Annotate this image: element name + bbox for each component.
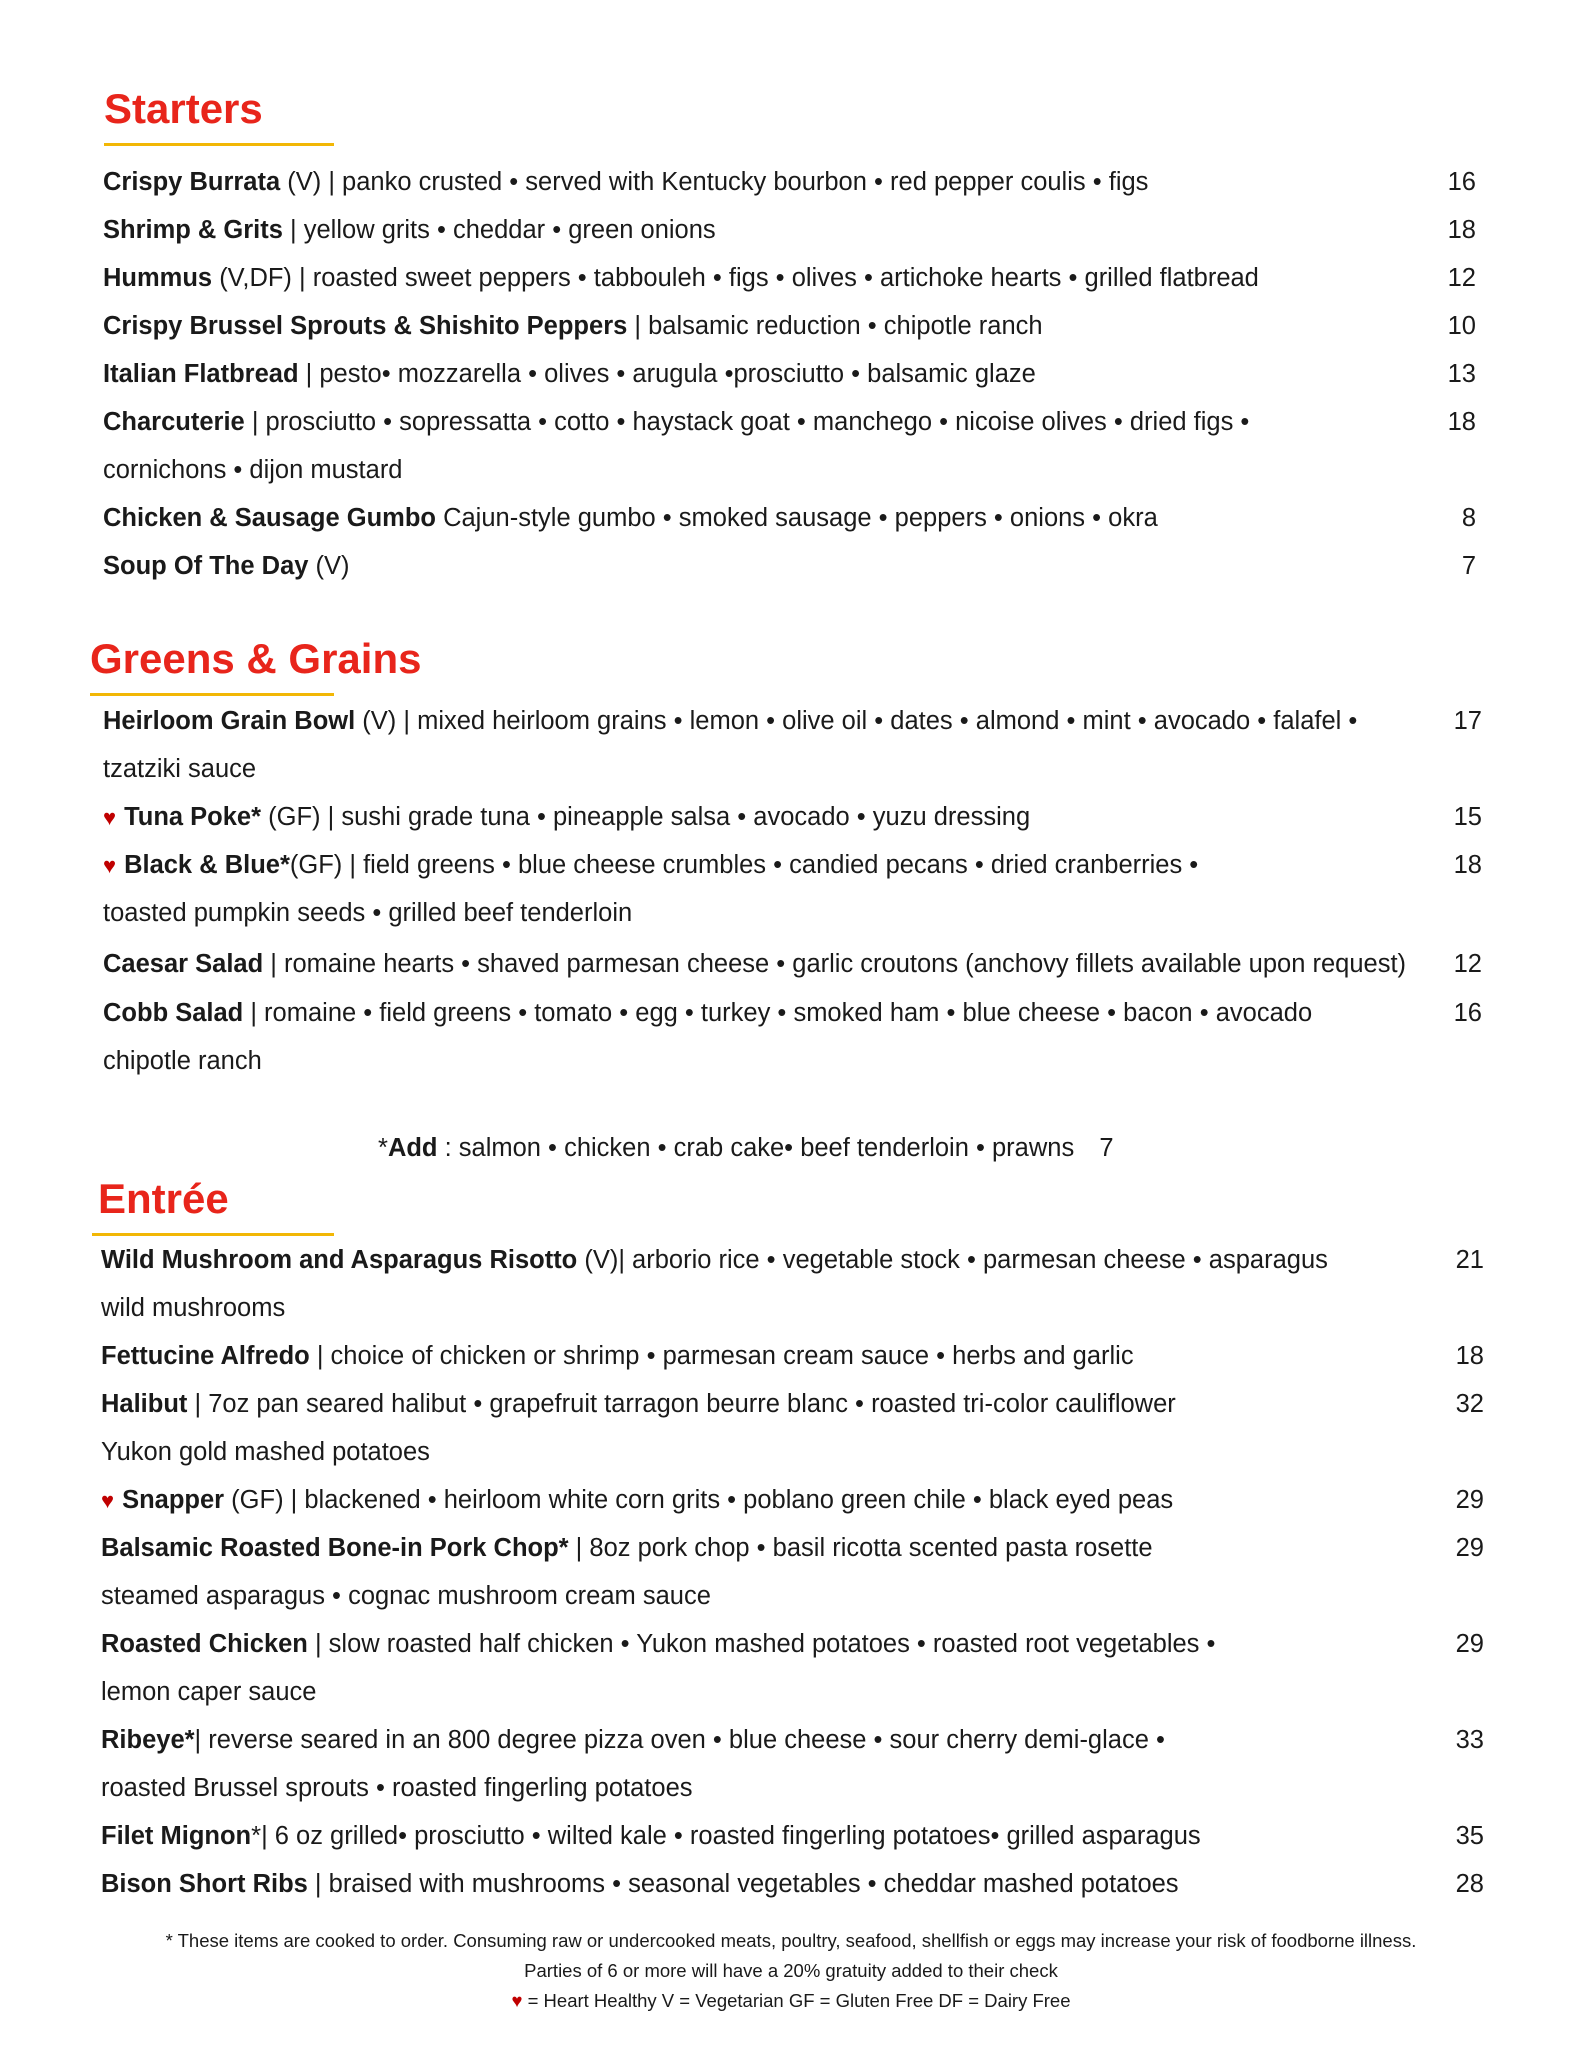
menu-item: [103, 841, 1198, 890]
menu-item: [101, 1236, 1328, 1284]
menu-item: [103, 542, 350, 590]
menu-item-price: 16: [1453, 999, 1482, 1027]
menu-item: [103, 350, 1036, 398]
menu-item-price: 7: [1461, 552, 1476, 580]
menu-item: [103, 302, 1043, 350]
menu-item: [103, 989, 1312, 1037]
menu-item-diet-tag: (GF): [224, 1486, 284, 1514]
menu-item-price: 12: [1447, 264, 1476, 292]
menu-item-description: | romaine • field greens • tomato • egg • turkey • smoked ham • blue cheese • bacon • avocado: [243, 999, 1313, 1027]
menu-item-name: Crispy Brussel Sprouts & Shishito Peppers: [103, 312, 628, 340]
menu-item-diet-tag: (V,DF): [212, 264, 292, 292]
footer-disclaimer: * These items are cooked to order. Consuming raw or undercooked meats, poultry, seafood, shellfish or eggs may increase your risk of foodborne illness.: [165, 1930, 1417, 1951]
menu-item-description-continued: wild mushrooms: [101, 1294, 286, 1322]
menu-item-description-continued: tzatziki sauce: [103, 755, 257, 783]
menu-item: [101, 1812, 1201, 1860]
menu-item-diet-tag: (V): [577, 1246, 619, 1274]
add-on-label: Add: [387, 1134, 438, 1162]
menu-item-description: | field greens • blue cheese crumbles • candied pecans • dried cranberries •: [342, 851, 1199, 879]
menu-item: [101, 1380, 1176, 1428]
menu-item-description: | mixed heirloom grains • lemon • olive oil • dates • almond • mint • avocado • falafel •: [396, 707, 1358, 735]
menu-item-description-continued: lemon caper sauce: [101, 1678, 317, 1706]
section-title-starters: Starters: [104, 85, 263, 132]
menu-item-description-continued: roasted Brussel sprouts • roasted fingerling potatoes: [101, 1774, 693, 1802]
menu-item-name: Heirloom Grain Bowl: [103, 707, 356, 735]
menu-item: [101, 1332, 1134, 1380]
menu-item-name: Ribeye*: [101, 1726, 195, 1754]
menu-item-description: | blackened • heirloom white corn grits • poblano green chile • black eyed peas: [283, 1486, 1174, 1514]
menu-item-description: Cajun-style gumbo • smoked sausage • peppers • onions • okra: [436, 504, 1158, 532]
menu-item-diet-tag: (GF): [289, 851, 343, 879]
menu-item-diet-tag: (GF): [261, 803, 321, 831]
menu-item: [103, 206, 716, 254]
section-underline-starters: [104, 143, 334, 146]
menu-item: [103, 697, 1357, 745]
menu-item-price: 12: [1453, 950, 1482, 978]
menu-item-price: 8: [1461, 504, 1476, 532]
add-on-price: 7: [1099, 1134, 1114, 1162]
menu-item-diet-tag: (V): [355, 707, 397, 735]
menu-item-name: Chicken & Sausage Gumbo: [103, 504, 436, 532]
menu-item-diet-tag: (V): [308, 552, 350, 580]
menu-item: [101, 1620, 1215, 1668]
footer-legend: [0, 1986, 1582, 2016]
menu-item-price: 32: [1455, 1390, 1484, 1418]
menu-item-price: 29: [1455, 1534, 1484, 1562]
menu-item-description: | yellow grits • cheddar • green onions: [282, 216, 716, 244]
menu-item-name: Black & Blue*: [124, 851, 290, 879]
menu-item-name: Bison Short Ribs: [101, 1870, 308, 1898]
add-on-text: : salmon • chicken • crab cake• beef tenderloin • prawns: [437, 1134, 1075, 1162]
menu-item: [103, 398, 1249, 446]
menu-item: [101, 1476, 1173, 1525]
menu-item-name: Caesar Salad: [103, 950, 264, 978]
menu-item-description-continued: cornichons • dijon mustard: [103, 456, 403, 484]
add-on-prefix: *: [378, 1134, 388, 1162]
menu-item-description: | braised with mushrooms • seasonal vegetables • cheddar mashed potatoes: [307, 1870, 1179, 1898]
menu-item-description: | sushi grade tuna • pineapple salsa • avocado • yuzu dressing: [320, 803, 1031, 831]
menu-item: [101, 1716, 1165, 1764]
menu-item-name: Hummus: [103, 264, 213, 292]
footer-legend-text: = Heart Healthy V = Vegetarian GF = Gluten Free DF = Dairy Free: [522, 1990, 1071, 2011]
menu-item-name: Halibut: [101, 1390, 188, 1418]
menu-item-name: Crispy Burrata: [103, 168, 281, 196]
menu-item: [103, 793, 1030, 842]
menu-item-price: 16: [1447, 168, 1476, 196]
add-on-line: [378, 1124, 1114, 1172]
menu-item-name: Shrimp & Grits: [103, 216, 283, 244]
menu-item-price: 33: [1455, 1726, 1484, 1754]
menu-item-price: 18: [1447, 408, 1476, 436]
menu-item-description: | panko crusted • served with Kentucky bourbon • red pepper coulis • figs: [321, 168, 1149, 196]
menu-item-description: | choice of chicken or shrimp • parmesan cream sauce • herbs and garlic: [309, 1342, 1134, 1370]
menu-item-description: | reverse seared in an 800 degree pizza oven • blue cheese • sour cherry demi-glace •: [194, 1726, 1165, 1754]
menu-item-price: 29: [1455, 1486, 1484, 1514]
menu-item-name: Fettucine Alfredo: [101, 1342, 310, 1370]
menu-item-name: Snapper: [122, 1486, 225, 1514]
menu-item-description: | balsamic reduction • chipotle ranch: [627, 312, 1043, 340]
menu-item-description: | pesto• mozzarella • olives • arugula •prosciutto • balsamic glaze: [298, 360, 1036, 388]
menu-item-price: 17: [1453, 707, 1482, 735]
menu-item: [103, 254, 1259, 302]
menu-item-price: 10: [1447, 312, 1476, 340]
menu-item-description-continued: chipotle ranch: [103, 1047, 262, 1075]
menu-item-description: | 8oz pork chop • basil ricotta scented pasta rosette: [568, 1534, 1153, 1562]
menu-item-description: | 7oz pan seared halibut • grapefruit tarragon beurre blanc • roasted tri-color cauliflower: [187, 1390, 1176, 1418]
menu-item-price: 18: [1447, 216, 1476, 244]
menu-item-diet-tag: (V): [280, 168, 322, 196]
menu-item: [103, 494, 1158, 542]
menu-item-description: | arborio rice • vegetable stock • parmesan cheese • asparagus: [618, 1246, 1328, 1274]
menu-item-price: 29: [1455, 1630, 1484, 1658]
menu-item-description: | slow roasted half chicken • Yukon mashed potatoes • roasted root vegetables •: [307, 1630, 1216, 1658]
menu-item-name: Tuna Poke*: [124, 803, 262, 831]
menu-item: [103, 940, 1406, 988]
menu-item-price: 35: [1455, 1822, 1484, 1850]
section-title-greens-grains: Greens & Grains: [90, 635, 422, 682]
menu-item-price: 13: [1447, 360, 1476, 388]
menu-item-name: Charcuterie: [103, 408, 245, 436]
menu-item-name: Soup Of The Day: [103, 552, 309, 580]
menu-item-price: 21: [1455, 1246, 1484, 1274]
menu-item-price: 18: [1455, 1342, 1484, 1370]
heart-healthy-icon: ♥: [103, 853, 117, 878]
heart-healthy-icon: ♥: [101, 1488, 115, 1513]
menu-item-name: Roasted Chicken: [101, 1630, 308, 1658]
menu-item: [101, 1860, 1179, 1908]
heart-healthy-icon: ♥: [103, 805, 117, 830]
menu-item-name: Cobb Salad: [103, 999, 244, 1027]
menu-item-price: 18: [1453, 851, 1482, 879]
menu-item-price: 28: [1455, 1870, 1484, 1898]
menu-item-name: Italian Flatbread: [103, 360, 299, 388]
menu-item-description-continued: steamed asparagus • cognac mushroom cream sauce: [101, 1582, 711, 1610]
footer-gratuity-note: Parties of 6 or more will have a 20% gratuity added to their check: [524, 1960, 1058, 1981]
menu-item-description: | romaine hearts • shaved parmesan cheese • garlic croutons (anchovy fillets available upon request): [263, 950, 1407, 978]
menu-item-description-continued: Yukon gold mashed potatoes: [101, 1438, 430, 1466]
menu-item-name: Wild Mushroom and Asparagus Risotto: [101, 1246, 578, 1274]
menu-item-description: | roasted sweet peppers • tabbouleh • figs • olives • artichoke hearts • grilled flatbread: [291, 264, 1259, 292]
section-title-entree: Entrée: [98, 1175, 229, 1222]
menu-item-description-continued: toasted pumpkin seeds • grilled beef tenderloin: [103, 899, 633, 927]
menu-item-name: Filet Mignon: [101, 1822, 252, 1850]
menu-item: [101, 1524, 1153, 1572]
menu-item-description: | prosciutto • sopressatta • cotto • haystack goat • manchego • nicoise olives • dried figs •: [244, 408, 1250, 436]
menu-item-description: *| 6 oz grilled• prosciutto • wilted kale • roasted fingerling potatoes• grilled asparagus: [251, 1822, 1201, 1850]
section-underline-greens-grains: [90, 693, 334, 696]
menu-item-price: 15: [1453, 803, 1482, 831]
heart-icon: ♥: [511, 1990, 523, 2011]
menu-item-name: Balsamic Roasted Bone-in Pork Chop*: [101, 1534, 569, 1562]
menu-item: [103, 158, 1148, 206]
